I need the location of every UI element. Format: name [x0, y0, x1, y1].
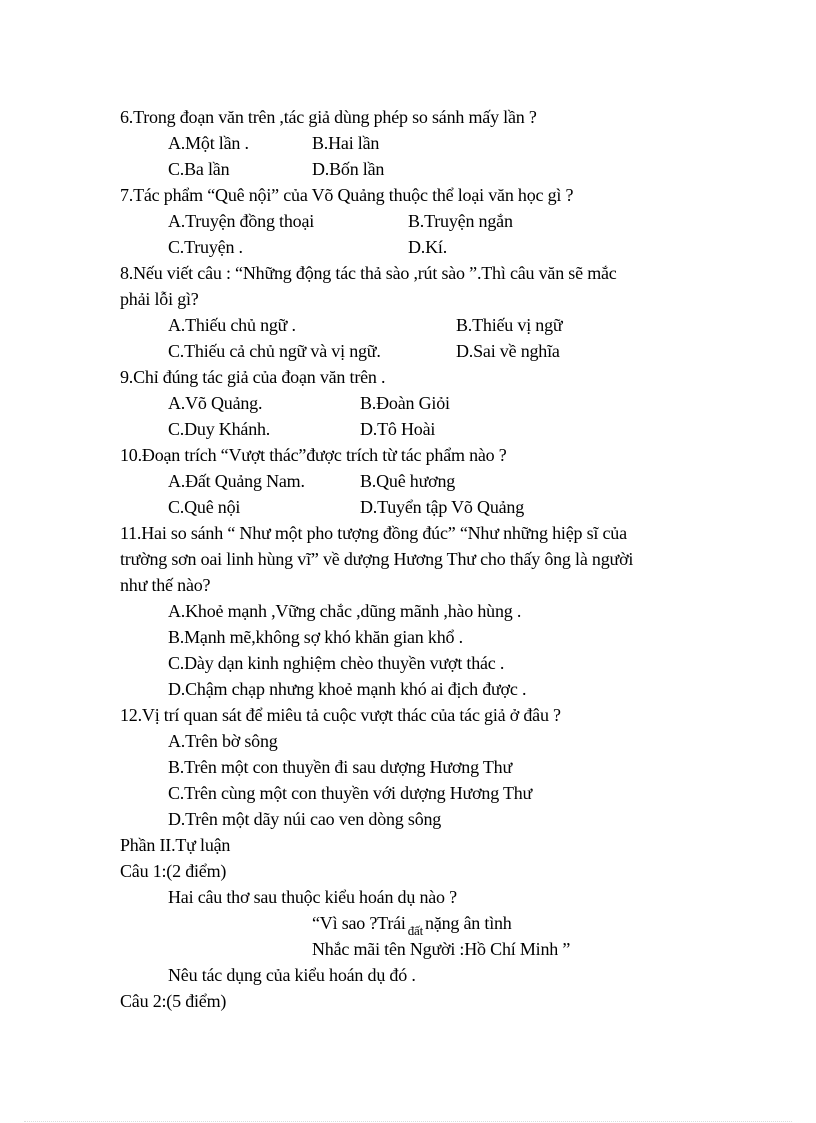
- q10-option-d: D.Tuyển tập Võ Quảng: [360, 497, 525, 517]
- essay-question-1-followup: Nêu tác dụng của kiểu hoán dụ đó .: [168, 965, 416, 985]
- q6-option-a: A.Một lần .: [168, 133, 249, 153]
- q11-option-b: B.Mạnh mẽ,không sợ khó khăn gian khổ .: [168, 627, 463, 647]
- question-11-line-1: 11.Hai so sánh “ Như một pho tượng đồng đúc” “Như những hiệp sĩ của: [120, 523, 627, 543]
- question-6: 6.Trong đoạn văn trên ,tác giả dùng phép so sánh mấy lần ?: [120, 107, 537, 127]
- page-bottom-rule: [24, 1121, 792, 1122]
- q6-option-b: B.Hai lần: [312, 133, 380, 153]
- q8-option-d: D.Sai về nghĩa: [456, 341, 560, 361]
- q11-option-c: C.Dày dạn kinh nghiệm chèo thuyền vượt thác .: [168, 653, 505, 673]
- q11-option-a: A.Khoẻ mạnh ,Vững chắc ,dũng mãnh ,hào hùng .: [168, 601, 522, 621]
- q8-option-b: B.Thiếu vị ngữ: [456, 315, 563, 335]
- q7-option-a: A.Truyện đồng thoại: [168, 211, 315, 231]
- q10-option-a: A.Đất Quảng Nam.: [168, 471, 305, 491]
- q7-option-c: C.Truyện .: [168, 237, 243, 257]
- q6-option-c: C.Ba lần: [168, 159, 230, 179]
- essay-question-1-prompt: Hai câu thơ sau thuộc kiểu hoán dụ nào ?: [168, 887, 457, 907]
- q6-option-d: D.Bốn lần: [312, 159, 385, 179]
- q10-option-b: B.Quê hương: [360, 471, 456, 491]
- q12-option-d: D.Trên một dãy núi cao ven dòng sông: [168, 809, 442, 829]
- q8-option-c: C.Thiếu cả chủ ngữ và vị ngữ.: [168, 341, 381, 361]
- q12-option-a: A.Trên bờ sông: [168, 731, 278, 751]
- poem-line-2: Nhắc mãi tên Người :Hồ Chí Minh ”: [312, 939, 571, 959]
- q7-option-b: B.Truyện ngắn: [408, 211, 513, 231]
- q9-option-a: A.Võ Quảng.: [168, 393, 263, 413]
- essay-question-1-label: Câu 1:(2 điểm): [120, 861, 227, 881]
- q12-option-b: B.Trên một con thuyền đi sau dượng Hương Thư: [168, 757, 513, 777]
- question-11-line-3: như thế nào?: [120, 575, 211, 595]
- q12-option-c: C.Trên cùng một con thuyền với dượng Hương Thư: [168, 783, 533, 803]
- q9-option-c: C.Duy Khánh.: [168, 419, 271, 439]
- q11-option-d: D.Chậm chạp nhưng khoẻ mạnh khó ai địch được .: [168, 679, 527, 699]
- question-10: 10.Đoạn trích “Vượt thác”được trích từ tác phẩm nào ?: [120, 445, 507, 465]
- part-2-heading: Phần II.Tự luận: [120, 835, 231, 855]
- question-9: 9.Chỉ đúng tác giả của đoạn văn trên .: [120, 367, 386, 387]
- poem-line-1-subscript: đất: [407, 923, 424, 938]
- q7-option-d: D.Kí.: [408, 237, 447, 257]
- poem-line-1-end: nặng ân tình: [425, 913, 512, 933]
- q10-option-c: C.Quê nội: [168, 497, 241, 517]
- question-12: 12.Vị trí quan sát để miêu tả cuộc vượt thác của tác giả ở đâu ?: [120, 705, 561, 725]
- question-7: 7.Tác phẩm “Quê nội” của Võ Quảng thuộc thể loại văn học gì ?: [120, 185, 574, 205]
- question-8-line-2: phải lỗi gì?: [120, 289, 199, 309]
- question-8-line-1: 8.Nếu viết câu : “Những động tác thả sào ,rút sào ”.Thì câu văn sẽ mắc: [120, 263, 617, 283]
- question-11-line-2: trường sơn oai linh hùng vĩ” về dượng Hương Thư cho thấy ông là người: [120, 549, 634, 569]
- poem-line-1: [312, 912, 512, 936]
- poem-line-1-start: “Vì sao ?Trái: [312, 913, 406, 933]
- q8-option-a: A.Thiếu chủ ngữ .: [168, 315, 296, 335]
- essay-question-2-label: Câu 2:(5 điểm): [120, 991, 227, 1011]
- q9-option-b: B.Đoàn Giỏi: [360, 393, 450, 413]
- q9-option-d: D.Tô Hoài: [360, 419, 436, 439]
